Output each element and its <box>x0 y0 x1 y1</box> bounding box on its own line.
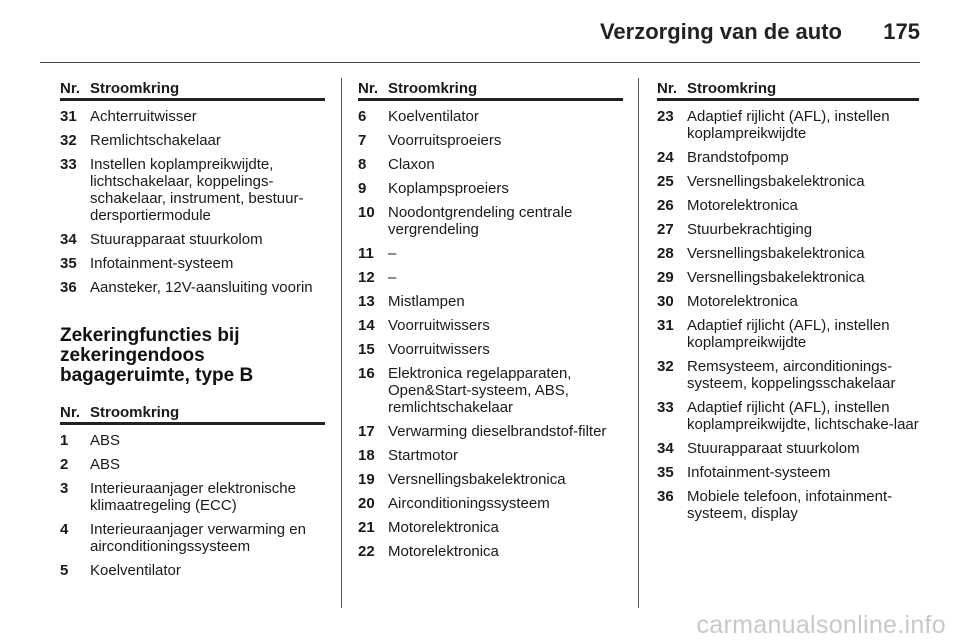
table-row <box>358 129 623 153</box>
table-row <box>358 242 623 266</box>
fuse-number: 14 <box>358 317 375 334</box>
header-nr: Nr. <box>657 80 678 97</box>
fuse-number: 25 <box>657 173 674 190</box>
fuse-number: 18 <box>358 447 375 464</box>
circuit-description: Motorelektronica <box>388 519 499 536</box>
fuse-number: 24 <box>657 149 674 166</box>
circuit-description: Noodontgrendeling centrale vergrendeling <box>388 204 573 238</box>
fuse-number: 31 <box>657 317 674 334</box>
table-row <box>657 242 919 266</box>
circuit-description: Koplampsproeiers <box>388 180 509 197</box>
page-header <box>40 0 920 63</box>
circuit-description: Stuurapparaat stuurkolom <box>90 231 263 248</box>
fuse-number: 20 <box>358 495 375 512</box>
table-row <box>358 266 623 290</box>
fuse-number: 36 <box>657 488 674 505</box>
header-circuit: Stroomkring <box>388 80 478 97</box>
table-row <box>657 146 919 170</box>
table-row <box>60 153 325 228</box>
table-row <box>358 153 623 177</box>
table-header <box>358 80 623 101</box>
table-row <box>60 518 325 559</box>
section-heading: Zekeringfuncties bij zekeringendoos bagageruimte, type B <box>60 325 254 386</box>
table-row <box>358 177 623 201</box>
circuit-description: Stuurapparaat stuurkolom <box>687 440 860 457</box>
table-row <box>657 170 919 194</box>
table-row <box>60 252 325 276</box>
circuit-description: Mistlampen <box>388 293 465 310</box>
fuse-number: 16 <box>358 365 375 382</box>
circuit-description: Versnellingsbakelektronica <box>388 471 566 488</box>
circuit-description: Motorelektronica <box>687 293 798 310</box>
circuit-description: Koelventilator <box>388 108 479 125</box>
column-right <box>657 80 919 526</box>
circuit-description: Versnellingsbakelektronica <box>687 173 865 190</box>
fuse-number: 2 <box>60 456 69 473</box>
table-header <box>657 80 919 101</box>
circuit-description: Voorruitsproeiers <box>388 132 502 149</box>
circuit-description: Aansteker, 12V-aansluiting voorin <box>90 279 313 296</box>
circuit-description: Adaptief rijlicht (AFL), instellen koplampreikwijdte <box>687 317 890 351</box>
fuse-number: 7 <box>358 132 367 149</box>
circuit-description: Stuurbekrachtiging <box>687 221 813 238</box>
fuse-table-b <box>60 429 325 583</box>
table-row <box>60 105 325 129</box>
fuse-number: 33 <box>657 399 674 416</box>
table-row <box>358 105 623 129</box>
fuse-table-c <box>358 105 623 564</box>
fuse-number: 29 <box>657 269 674 286</box>
circuit-description: Motorelektronica <box>388 543 499 560</box>
table-row <box>358 444 623 468</box>
table-row <box>358 290 623 314</box>
circuit-description: Motorelektronica <box>687 197 798 214</box>
table-row <box>60 453 325 477</box>
fuse-number: 4 <box>60 521 69 538</box>
circuit-description: Remlichtschakelaar <box>90 132 221 149</box>
circuit-description: – <box>388 269 397 286</box>
column-divider <box>341 78 342 608</box>
table-row <box>657 194 919 218</box>
table-row <box>60 559 325 583</box>
fuse-table-a <box>60 105 325 300</box>
column-middle <box>358 80 623 564</box>
header-circuit: Stroomkring <box>90 404 180 421</box>
table-row <box>60 429 325 453</box>
circuit-description: Airconditioningssysteem <box>388 495 550 512</box>
circuit-description: Verwarming dieselbrandstof-filter <box>388 423 607 440</box>
circuit-description: Adaptief rijlicht (AFL), instellen koplampreikwijdte, lichtschake-laar <box>687 399 919 433</box>
circuit-description: Adaptief rijlicht (AFL), instellen koplampreikwijdte <box>687 108 890 142</box>
table-row <box>657 355 919 396</box>
header-nr: Nr. <box>60 80 81 97</box>
circuit-description: Versnellingsbakelektronica <box>687 245 865 262</box>
table-row <box>60 129 325 153</box>
header-circuit: Stroomkring <box>90 80 180 97</box>
table-row <box>358 314 623 338</box>
table-row <box>657 396 919 437</box>
column-divider <box>638 78 639 608</box>
circuit-description: Brandstofpomp <box>687 149 789 166</box>
fuse-number: 3 <box>60 480 69 497</box>
circuit-description: ABS <box>90 432 121 449</box>
fuse-number: 22 <box>358 543 375 560</box>
fuse-number: 36 <box>60 279 77 296</box>
fuse-number: 32 <box>60 132 77 149</box>
table-row <box>358 338 623 362</box>
fuse-number: 23 <box>657 108 674 125</box>
fuse-number: 26 <box>657 197 674 214</box>
fuse-number: 27 <box>657 221 674 238</box>
fuse-number: 21 <box>358 519 375 536</box>
circuit-description: Interieuraanjager elektronische klimaatregeling (ECC) <box>90 480 296 514</box>
circuit-description: Remsysteem, airconditionings-systeem, koppelingsschakelaar <box>687 358 896 392</box>
fuse-number: 35 <box>60 255 77 272</box>
fuse-number: 15 <box>358 341 375 358</box>
fuse-number: 6 <box>358 108 367 125</box>
fuse-number: 17 <box>358 423 375 440</box>
fuse-number: 1 <box>60 432 69 449</box>
circuit-description: Elektronica regelapparaten, Open&Start-systeem, ABS, remlichtschakelaar <box>388 365 572 416</box>
circuit-description: Infotainment-systeem <box>90 255 234 272</box>
fuse-number: 31 <box>60 108 77 125</box>
table-row <box>657 266 919 290</box>
watermark: carmanualsonline.info <box>696 611 946 639</box>
circuit-description: Instellen koplampreikwijdte, lichtschakelaar, koppelings-schakelaar, instrument, bestuur-dersportiermodule <box>90 156 304 224</box>
circuit-description: Achterruitwisser <box>90 108 197 125</box>
table-row <box>358 492 623 516</box>
table-header <box>60 80 325 101</box>
fuse-number: 28 <box>657 245 674 262</box>
table-row <box>358 468 623 492</box>
table-row <box>60 477 325 518</box>
fuse-number: 33 <box>60 156 77 173</box>
table-row <box>657 105 919 146</box>
fuse-number: 30 <box>657 293 674 310</box>
circuit-description: Startmotor <box>388 447 459 464</box>
column-left <box>60 80 325 583</box>
fuse-number: 35 <box>657 464 674 481</box>
header-nr: Nr. <box>358 80 379 97</box>
table-row <box>60 276 325 300</box>
table-header <box>60 404 325 425</box>
fuse-number: 19 <box>358 471 375 488</box>
fuse-number: 12 <box>358 269 375 286</box>
fuse-number: 34 <box>60 231 77 248</box>
fuse-table-d <box>657 105 919 526</box>
circuit-description: – <box>388 245 397 262</box>
fuse-number: 32 <box>657 358 674 375</box>
circuit-description: Versnellingsbakelektronica <box>687 269 865 286</box>
table-row <box>358 420 623 444</box>
fuse-number: 9 <box>358 180 367 197</box>
circuit-description: Koelventilator <box>90 562 181 579</box>
header-circuit: Stroomkring <box>687 80 777 97</box>
circuit-description: ABS <box>90 456 121 473</box>
circuit-description: Voorruitwissers <box>388 341 490 358</box>
circuit-description: Infotainment-systeem <box>687 464 831 481</box>
fuse-number: 34 <box>657 440 674 457</box>
fuse-number: 5 <box>60 562 69 579</box>
header-nr: Nr. <box>60 404 81 421</box>
fuse-number: 10 <box>358 204 375 221</box>
circuit-description: Interieuraanjager verwarming en airconditioningssysteem <box>90 521 306 555</box>
fuse-number: 8 <box>358 156 367 173</box>
circuit-description: Mobiele telefoon, infotainment-systeem, display <box>687 488 893 522</box>
fuse-number: 11 <box>358 245 374 262</box>
table-row <box>358 362 623 420</box>
page-number: 175 <box>883 19 920 44</box>
table-row <box>60 228 325 252</box>
table-row <box>657 290 919 314</box>
page-title: Verzorging van de auto <box>599 19 842 44</box>
table-row <box>358 516 623 540</box>
fuse-number: 13 <box>358 293 375 310</box>
table-row <box>657 485 919 526</box>
table-row <box>657 218 919 242</box>
table-row <box>657 461 919 485</box>
table-row <box>358 201 623 242</box>
table-row <box>657 437 919 461</box>
table-row <box>358 540 623 564</box>
circuit-description: Voorruitwissers <box>388 317 490 334</box>
table-row <box>657 314 919 355</box>
circuit-description: Claxon <box>388 156 435 173</box>
